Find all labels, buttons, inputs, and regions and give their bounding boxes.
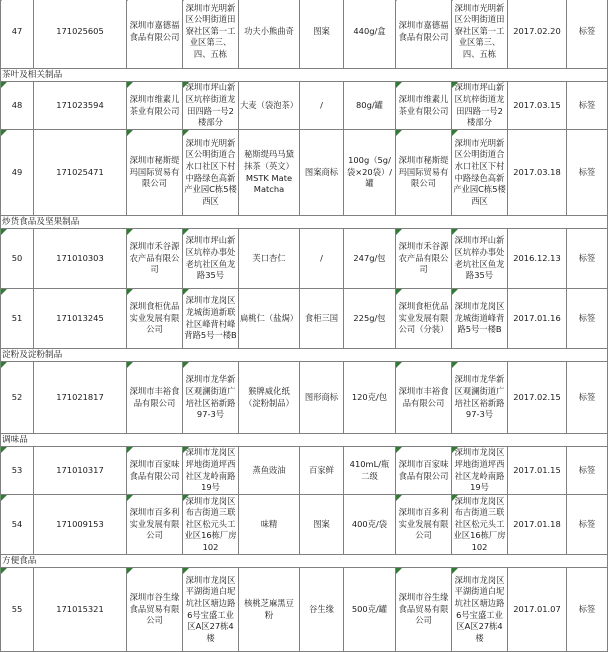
sample-code-cell: 171010317 — [34, 447, 127, 495]
seller-name-cell: 深圳市百家味食品有限公司 — [396, 447, 452, 495]
seller-name-cell: 深圳市百多利实业发展有限公司 — [396, 495, 452, 555]
sample-number-cell: 55 — [1, 568, 34, 652]
product-name-cell: 功夫小熊曲奇 — [239, 0, 300, 69]
seller-name-cell: 深圳食柜优品实业发展有限公司（分装） — [396, 289, 452, 349]
seller-name-cell: 深圳市丰裕食品有限公司 — [396, 362, 452, 434]
category-label: 茶叶及相关制品 — [1, 69, 608, 82]
producer-name-cell: 深圳市百家味食品有限公司 — [127, 447, 183, 495]
category-label: 淀粉及淀粉制品 — [1, 349, 608, 362]
seller-address-cell: 深圳市龙华新区观澜街道广培社区裕新路97-3号 — [452, 362, 508, 434]
specification-cell: 120克/包 — [344, 362, 396, 434]
category-row — [1, 349, 608, 362]
production-date-cell: 2017.01.15 — [508, 447, 567, 495]
seller-address-cell: 深圳市龙岗区坪地街道坪西社区龙岭南路19号 — [452, 447, 508, 495]
production-date-cell: 2017.01.16 — [508, 289, 567, 349]
table-row — [1, 229, 608, 289]
specification-cell: 500克/罐 — [344, 568, 396, 652]
specification-cell: 247g/包 — [344, 229, 396, 289]
seller-address-cell: 深圳市坪山新区坑梓办事处老坑社区鱼龙路35号 — [452, 229, 508, 289]
production-date-cell: 2017.02.15 — [508, 362, 567, 434]
sample-number-cell: 52 — [1, 362, 34, 434]
sample-code-cell: 171023594 — [34, 82, 127, 130]
sample-code-cell: 171013245 — [34, 289, 127, 349]
seller-address-cell: 深圳市龙岗区布吉街道三联社区松元头工业区16栋厂房102 — [452, 495, 508, 555]
producer-name-cell: 深圳市丰裕食品有限公司 — [127, 362, 183, 434]
sample-number-cell: 50 — [1, 229, 34, 289]
producer-address-cell: 深圳市龙岗区布吉街道三联社区松元头工业区16栋厂房102 — [183, 495, 239, 555]
test-item-cell: 标签 — [567, 289, 608, 349]
sample-number-cell: 53 — [1, 447, 34, 495]
seller-name-cell: 深圳市嘉德福食品有限公司 — [396, 0, 452, 69]
sample-number-cell: 51 — [1, 289, 34, 349]
brand-cell: 图案商标 — [300, 130, 344, 216]
category-label: 调味品 — [1, 434, 608, 447]
producer-name-cell: 深圳市禾谷源农产品有限公司 — [127, 229, 183, 289]
producer-address-cell: 深圳市光明新区公明街道合水口社区下村中路绿色高新产业园C栋5楼西区 — [183, 130, 239, 216]
table-row — [1, 495, 608, 555]
producer-name-cell: 深圳市百多利实业发展有限公司 — [127, 495, 183, 555]
producer-address-cell: 深圳市龙华新区观澜街道广培社区裕新路97-3号 — [183, 362, 239, 434]
seller-address-cell: 深圳市龙岗区龙城街道峰背路5号一楼B — [452, 289, 508, 349]
producer-address-cell: 深圳市龙岗区平湖街道白坭坑社区塘边路6号宝盛工业区A区27栋4楼 — [183, 568, 239, 652]
sample-code-cell: 171009153 — [34, 495, 127, 555]
seller-address-cell: 深圳市光明新区公明街道合水口社区下村中路绿色高新产业园C栋5楼西区 — [452, 130, 508, 216]
table-row — [1, 568, 608, 652]
test-item-cell: 标签 — [567, 362, 608, 434]
producer-name-cell: 深圳食柜优品实业发展有限公司 — [127, 289, 183, 349]
sample-number-cell: 47 — [1, 0, 34, 69]
production-date-cell: 2017.01.07 — [508, 568, 567, 652]
producer-address-cell: 深圳市龙岗区龙城街道新联社区峰背村峰背路5号一楼B — [183, 289, 239, 349]
test-item-cell: 标签 — [567, 0, 608, 69]
category-row — [1, 434, 608, 447]
test-item-cell: 标签 — [567, 82, 608, 130]
specification-cell: 225g/包 — [344, 289, 396, 349]
table-row — [1, 130, 608, 216]
brand-cell: 百家鲜 — [300, 447, 344, 495]
category-label: 方便食品 — [1, 555, 608, 568]
brand-cell: 图案 — [300, 0, 344, 69]
producer-address-cell: 深圳市光明新区公明街道田寮社区第一工业区第三、四、五栋 — [183, 0, 239, 69]
production-date-cell: 2017.02.20 — [508, 0, 567, 69]
brand-cell: / — [300, 82, 344, 130]
specification-cell: 440g/盒 — [344, 0, 396, 69]
product-name-cell: 蒸鱼豉油 — [239, 447, 300, 495]
specification-cell: 80g/罐 — [344, 82, 396, 130]
producer-address-cell: 深圳市坪山新区坑梓街道龙田四路一号2楼部分 — [183, 82, 239, 130]
sample-number-cell: 54 — [1, 495, 34, 555]
sample-number-cell: 49 — [1, 130, 34, 216]
producer-address-cell: 深圳市龙岗区坪地街道坪西社区龙岭南路19号 — [183, 447, 239, 495]
product-name-cell: 大麦（袋泡茶） — [239, 82, 300, 130]
seller-name-cell: 深圳市禾谷源农产品有限公司 — [396, 229, 452, 289]
category-label: 炒货食品及坚果制品 — [1, 216, 608, 229]
specification-cell: 400克/袋 — [344, 495, 396, 555]
product-name-cell: 芙口杏仁 — [239, 229, 300, 289]
production-date-cell: 2017.01.18 — [508, 495, 567, 555]
producer-name-cell: 深圳市谷生缘食品贸易有限公司 — [127, 568, 183, 652]
table-row — [1, 447, 608, 495]
production-date-cell: 2017.03.18 — [508, 130, 567, 216]
test-item-cell: 标签 — [567, 130, 608, 216]
test-item-cell: 标签 — [567, 447, 608, 495]
producer-name-cell: 深圳市嘉德福食品有限公司 — [127, 0, 183, 69]
product-name-cell: 核桃芝麻黑豆粉 — [239, 568, 300, 652]
product-name-cell: 扁桃仁（盐焗） — [239, 289, 300, 349]
sample-number-cell: 48 — [1, 82, 34, 130]
seller-name-cell: 深圳市秘斯缇玛国际贸易有限公司 — [396, 130, 452, 216]
brand-cell: 食柜三国 — [300, 289, 344, 349]
table-row — [1, 0, 608, 69]
test-item-cell: 标签 — [567, 229, 608, 289]
sample-code-cell: 171015321 — [34, 568, 127, 652]
test-item-cell: 标签 — [567, 495, 608, 555]
brand-cell: 图形商标 — [300, 362, 344, 434]
category-row — [1, 216, 608, 229]
product-name-cell: 猴牌威化纸（淀粉制品） — [239, 362, 300, 434]
table-body — [1, 0, 608, 652]
table-row — [1, 82, 608, 130]
sample-code-cell: 171025605 — [34, 0, 127, 69]
product-name-cell: 秘斯缇玛马黛抹茶（英文）MSTK Mate Matcha — [239, 130, 300, 216]
seller-address-cell: 深圳市光明新区公明街道田寮社区第一工业区第三、四、五栋 — [452, 0, 508, 69]
sample-code-cell: 171010303 — [34, 229, 127, 289]
seller-address-cell: 深圳市龙岗区平湖街道白坭坑社区塘边路6号宝盛工业区A区27栋4楼 — [452, 568, 508, 652]
sample-code-cell: 171021817 — [34, 362, 127, 434]
table-row — [1, 362, 608, 434]
seller-name-cell: 深圳市谷生缘食品贸易有限公司 — [396, 568, 452, 652]
producer-name-cell: 深圳市维素儿茶业有限公司 — [127, 82, 183, 130]
seller-name-cell: 深圳市维素儿茶业有限公司 — [396, 82, 452, 130]
category-row — [1, 555, 608, 568]
brand-cell: / — [300, 229, 344, 289]
brand-cell: 谷生缘 — [300, 568, 344, 652]
sample-code-cell: 171025471 — [34, 130, 127, 216]
specification-cell: 100g（5g/袋×20袋）/罐 — [344, 130, 396, 216]
test-item-cell: 标签 — [567, 568, 608, 652]
brand-cell: 图案 — [300, 495, 344, 555]
table-row — [1, 289, 608, 349]
seller-address-cell: 深圳市坪山新区坑梓街道龙田四路一号2楼部分 — [452, 82, 508, 130]
producer-address-cell: 深圳市坪山新区坑梓办事处老坑社区鱼龙路35号 — [183, 229, 239, 289]
category-row — [1, 69, 608, 82]
production-date-cell: 2017.03.15 — [508, 82, 567, 130]
producer-name-cell: 深圳市秘斯缇玛国际贸易有限公司 — [127, 130, 183, 216]
production-date-cell: 2016.12.13 — [508, 229, 567, 289]
product-name-cell: 味精 — [239, 495, 300, 555]
specification-cell: 410mL/瓶 二级 — [344, 447, 396, 495]
